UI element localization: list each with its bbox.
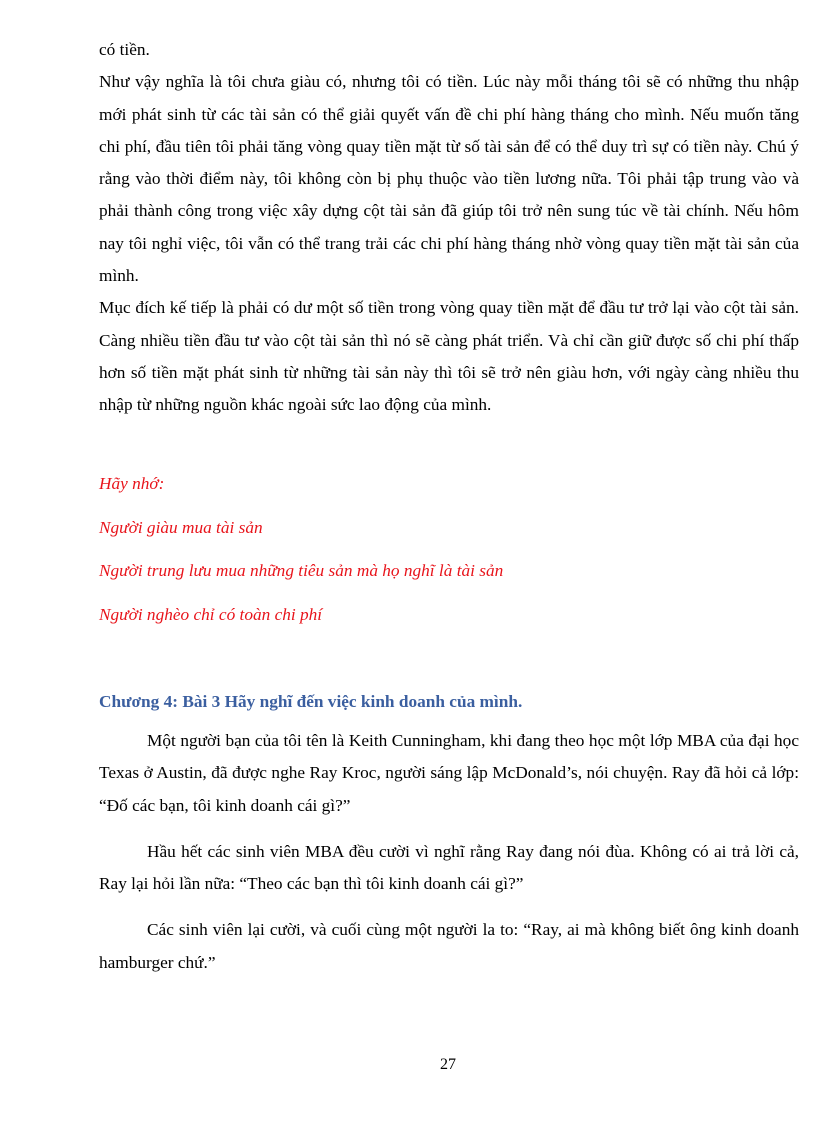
paragraph: Mục đích kế tiếp là phải có dư một số tiền trong vòng quay tiền mặt để đầu tư trở lại vào cột tài sản. Càng nhiều tiền đầu tư vào cột tài sản thì nó sẽ càng phát triển. Và chỉ cần giữ được số chi phí thấp hơn số tiền mặt phát sinh từ những tài sản này thì tôi sẽ trở nên giàu hơn, với ngày càng nhiều thu nhập từ những nguồn khác ngoài sức lao động của mình. bbox=[99, 298, 799, 415]
paragraph: Một người bạn của tôi tên là Keith Cunningham, khi đang theo học một lớp MBA của đại học Texas ở Austin, đã được nghe Ray Kroc, người sáng lập McDonald’s, nói chuyện. Ray đã hỏi cả lớp: “Đố các bạn, tôi kinh doanh cái gì?” bbox=[99, 731, 799, 815]
paragraph: Hầu hết các sinh viên MBA đều cười vì nghĩ rằng Ray đang nói đùa. Không có ai trả lời cả, Ray lại hỏi lần nữa: “Theo các bạn thì tôi kinh doanh cái gì?” bbox=[99, 841, 799, 894]
page-number: 27 bbox=[440, 1056, 456, 1073]
remember-heading: Hãy nhớ: bbox=[99, 474, 165, 493]
remember-line: Người giàu mua tài sản bbox=[99, 517, 263, 537]
paragraph: Các sinh viên lại cười, và cuối cùng một người la to: “Ray, ai mà không biết ông kinh doanh hamburger chứ.” bbox=[99, 920, 799, 972]
remember-line: Người nghèo chỉ có toàn chi phí bbox=[99, 604, 323, 624]
body-text bbox=[99, 34, 799, 422]
paragraph: Như vậy nghĩa là tôi chưa giàu có, nhưng tôi có tiền. Lúc này mỗi tháng tôi sẽ có những thu nhập mới phát sinh từ các tài sản có thể giải quyết vấn đề chi phí hàng tháng cho mình. Nếu muốn tăng chi phí, đầu tiên tôi phải tăng vòng quay tiền mặt từ số tài sản để có thể duy trì sự có tiền này. Chú ý rằng vào thời điểm này, tôi không còn bị phụ thuộc vào tiền lương nữa. Tôi phải tập trung vào và phải thành công trong việc xây dựng cột tài sản đã giúp tôi trở nên sung túc về tài chính. Nếu hôm nay tôi nghỉ việc, tôi vẫn có thể trang trải các chi phí hàng tháng nhờ vòng quay tiền mặt tài sản của mình. bbox=[99, 72, 799, 286]
paragraph: có tiền. bbox=[99, 40, 150, 59]
remember-line: Người trung lưu mua những tiêu sản mà họ nghĩ là tài sản bbox=[99, 561, 504, 580]
chapter-heading: Chương 4: Bài 3 Hãy nghĩ đến việc kinh doanh của mình. bbox=[99, 692, 523, 711]
remember-callout bbox=[99, 468, 799, 642]
chapter-body bbox=[99, 725, 799, 993]
